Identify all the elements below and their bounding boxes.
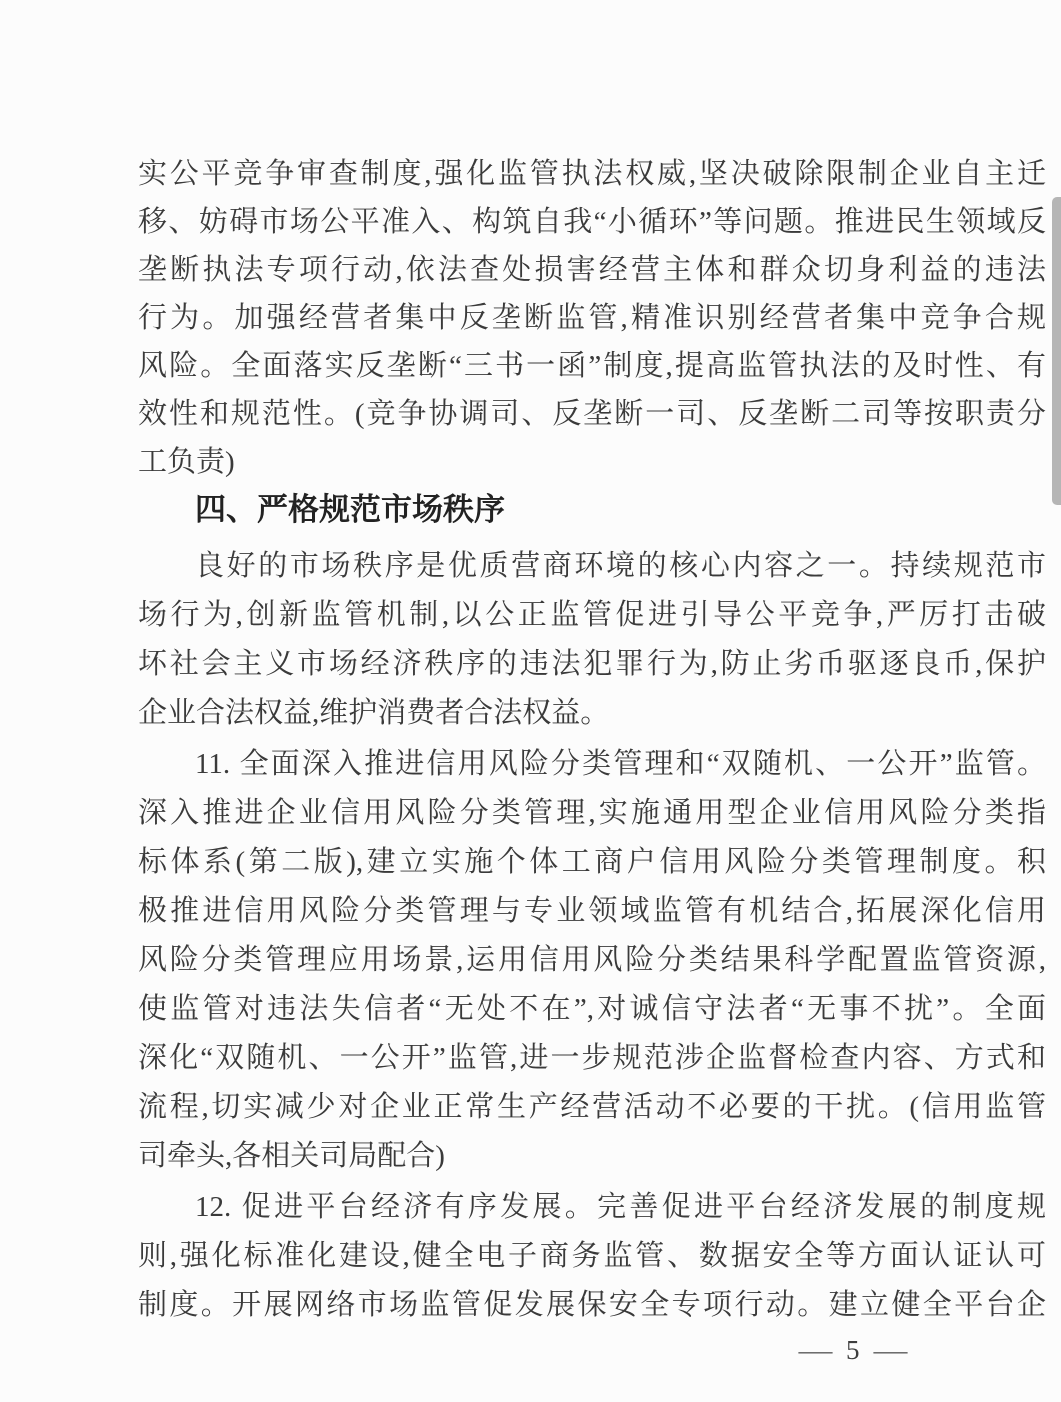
- text-line: 垄断执法专项行动,依法查处损害经营主体和群众切身利益的违法: [138, 254, 1046, 286]
- paragraph-section-intro: [138, 542, 1046, 738]
- text-line: 移、妨碍市场公平准入、构筑自我“小循环”等问题。推进民生领域反: [138, 206, 1046, 238]
- paragraph-item-12: [138, 1183, 1046, 1330]
- page-number: 5: [846, 1335, 860, 1365]
- text-line: 深入推进企业信用风险分类管理,实施通用型企业信用风险分类指: [138, 797, 1046, 829]
- footer-left-dash: —: [798, 1335, 833, 1365]
- paragraph-item-11: [138, 740, 1046, 1181]
- text-line: 使监管对违法失信者“无处不在”,对诚信守法者“无事不扰”。全面: [138, 993, 1046, 1025]
- text-line: 流程,切实减少对企业正常生产经营活动不必要的干扰。(信用监管: [138, 1091, 1046, 1123]
- section-heading: 四、严格规范市场秩序: [195, 492, 505, 527]
- text-line: 极推进信用风险分类管理与专业领域监管有机结合,拓展深化信用: [138, 895, 1046, 927]
- text-line: 行为。加强经营者集中反垄断监管,精准识别经营者集中竞争合规: [138, 302, 1046, 334]
- text-line: 标体系(第二版),建立实施个体工商户信用风险分类管理制度。积: [138, 846, 1046, 878]
- page-number-footer: [798, 1335, 907, 1366]
- text-line: 深化“双随机、一公开”监管,进一步规范涉企监督检查内容、方式和: [138, 1042, 1046, 1074]
- text-line: 实公平竞争审查制度,强化监管执法权威,坚决破除限制企业自主迁: [138, 158, 1046, 190]
- text-line: 11. 全面深入推进信用风险分类管理和“双随机、一公开”监管。: [195, 748, 1046, 780]
- text-line: 司牵头,各相关司局配合): [138, 1140, 445, 1172]
- text-line: 制度。开展网络市场监管促发展保安全专项行动。建立健全平台企: [138, 1289, 1046, 1321]
- text-line: 风险。全面落实反垄断“三书一函”制度,提高监管执法的及时性、有: [138, 350, 1046, 382]
- text-line: 场行为,创新监管机制,以公正监管促进引导公平竞争,严厉打击破: [138, 599, 1046, 631]
- text-line: 企业合法权益,维护消费者合法权益。: [138, 697, 610, 729]
- text-line: 工负责): [138, 446, 235, 478]
- text-line: 风险分类管理应用场景,运用信用风险分类结果科学配置监管资源,: [138, 944, 1046, 976]
- paragraph-continued: [138, 150, 1046, 486]
- text-line: 良好的市场秩序是优质营商环境的核心内容之一。持续规范市: [195, 550, 1046, 582]
- text-line: 12. 促进平台经济有序发展。完善促进平台经济发展的制度规: [195, 1191, 1046, 1223]
- text-line: 坏社会主义市场经济秩序的违法犯罪行为,防止劣币驱逐良币,保护: [138, 648, 1046, 680]
- text-line: 效性和规范性。(竞争协调司、反垄断一司、反垄断二司等按职责分: [138, 398, 1046, 430]
- page-content: [138, 150, 1046, 1330]
- text-line: 则,强化标准化建设,健全电子商务监管、数据安全等方面认证认可: [138, 1240, 1046, 1272]
- footer-right-dash: —: [873, 1335, 907, 1365]
- scrollbar-thumb[interactable]: [1052, 197, 1061, 505]
